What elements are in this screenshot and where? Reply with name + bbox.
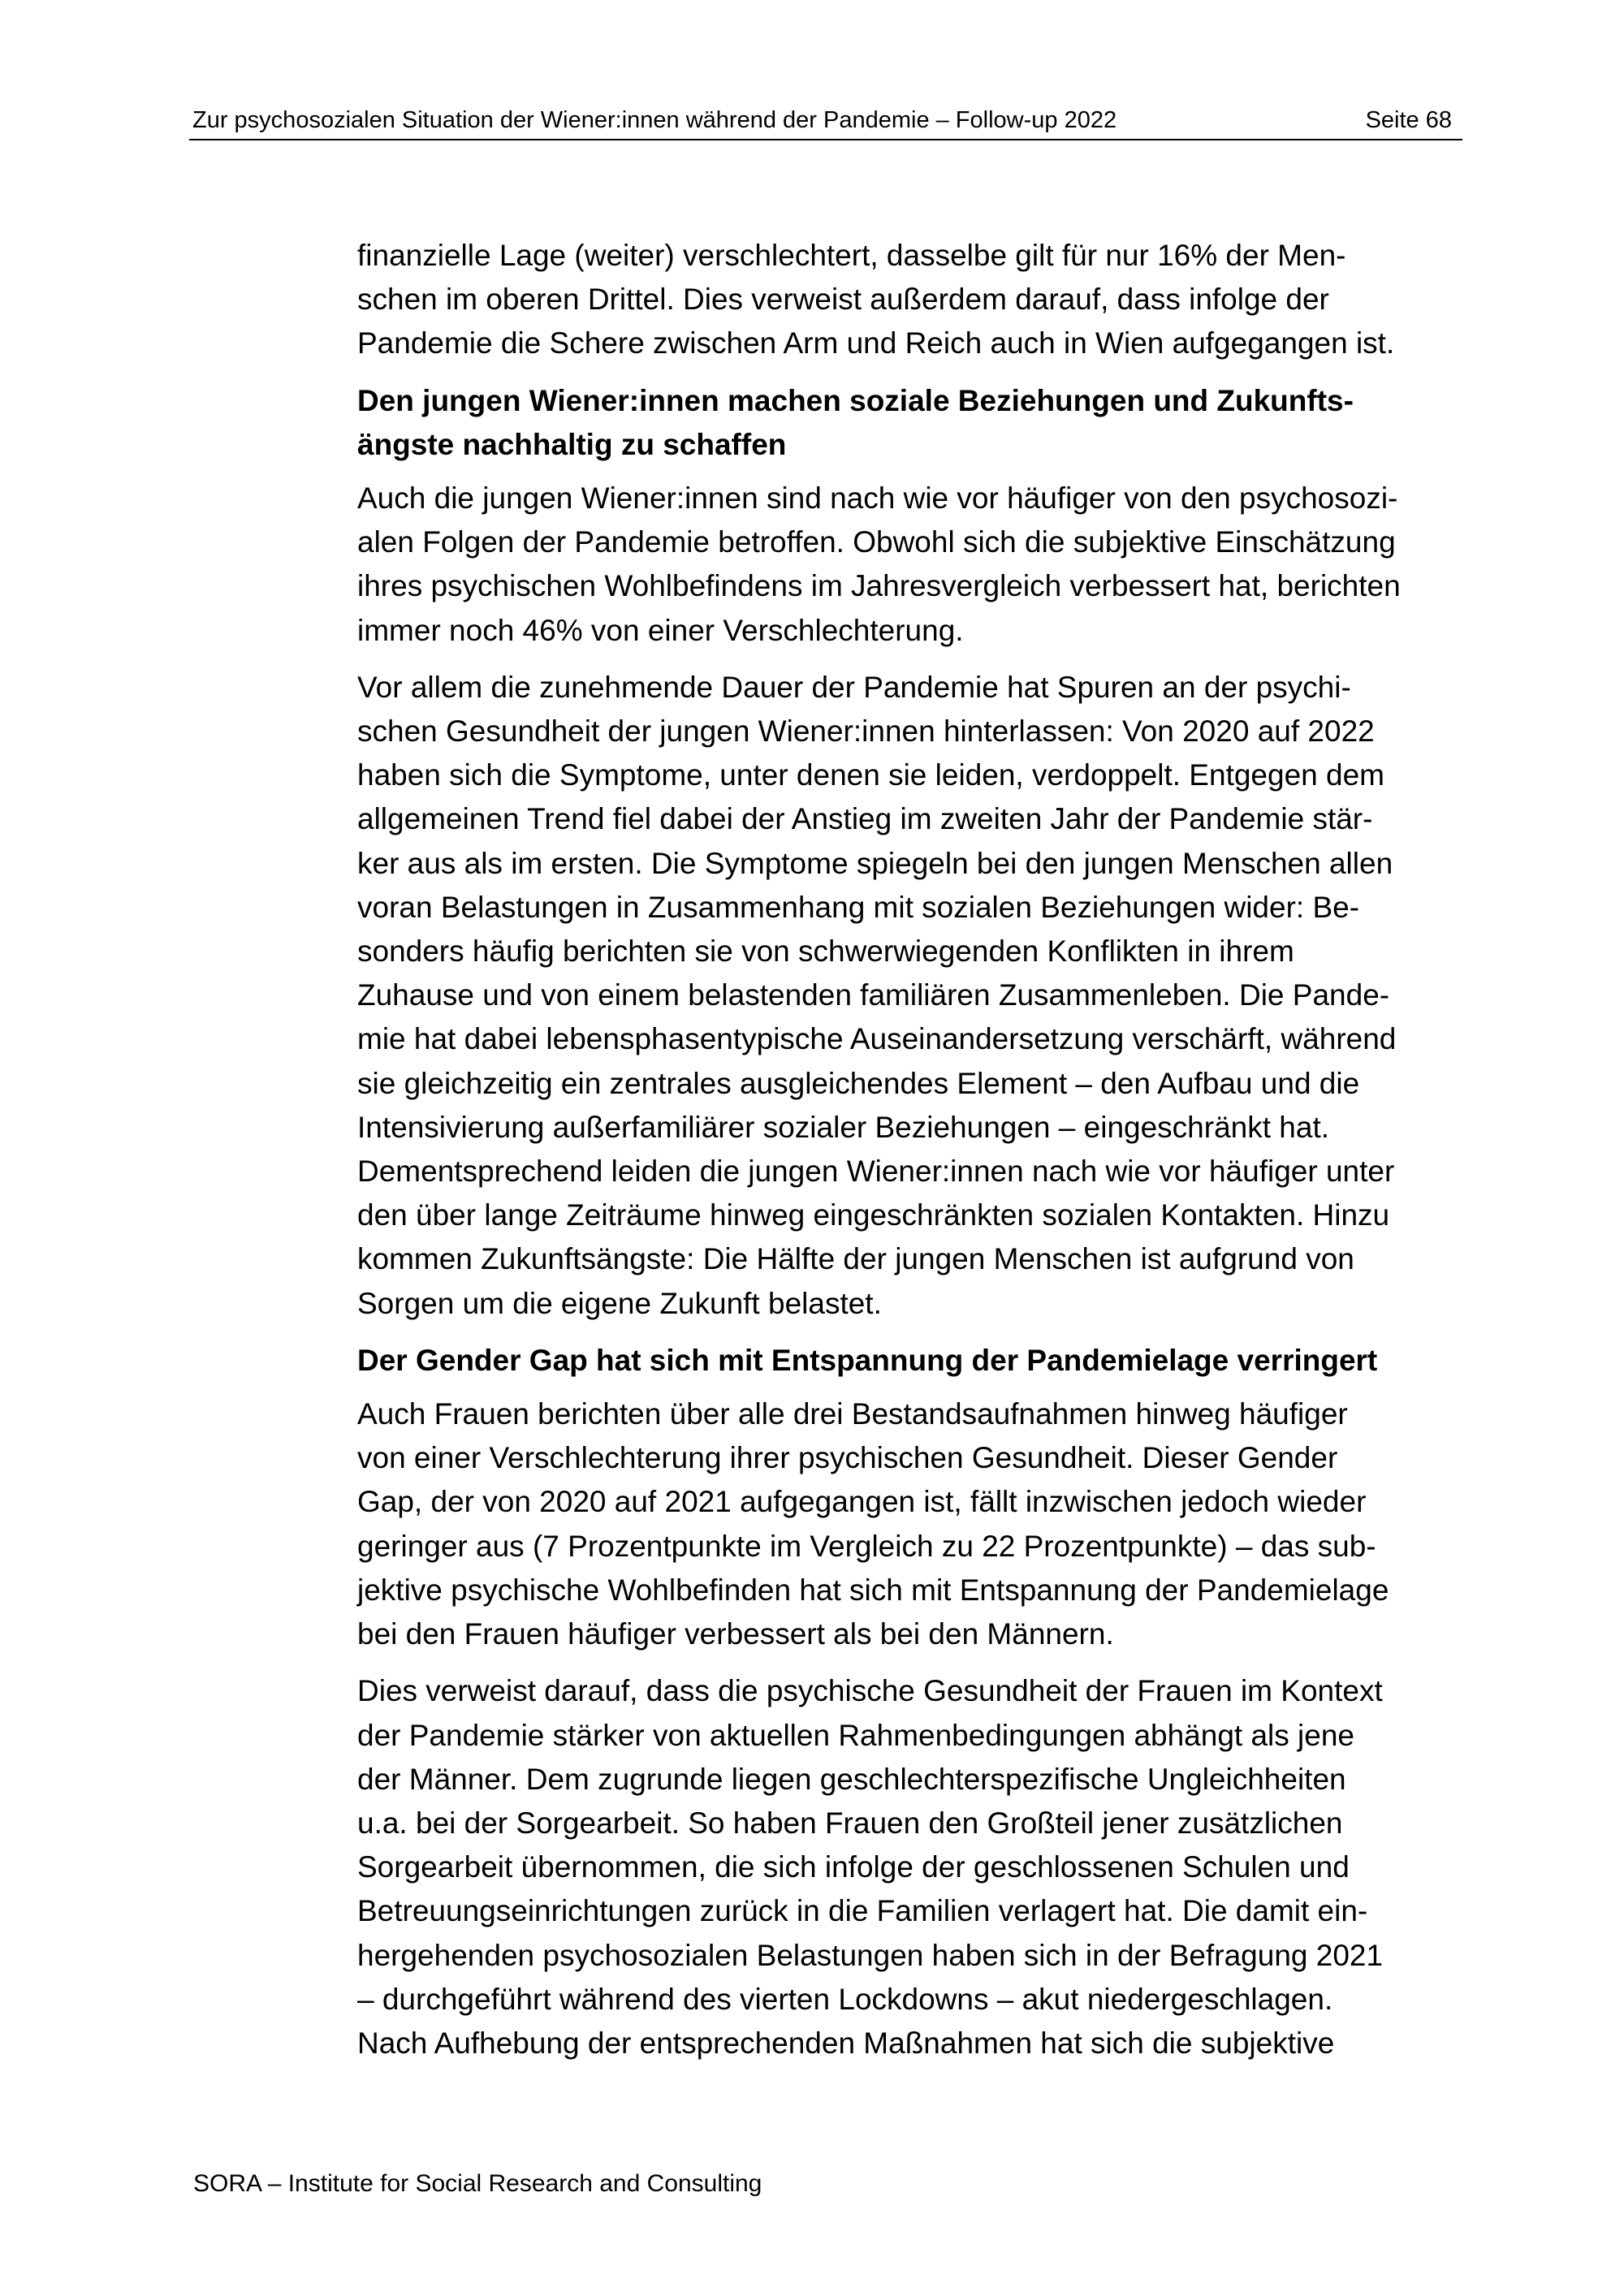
page-header <box>189 101 1462 140</box>
paragraph-income-gap <box>357 234 1471 366</box>
text-line: Dementsprechend leiden die jungen Wiener:innen nach wie vor häufiger unter <box>357 1154 1395 1189</box>
running-title: Zur psychosozialen Situation der Wiener:innen während der Pandemie – Follow-up 2022 <box>192 107 1117 133</box>
text-line: der Männer. Dem zugrunde liegen geschlechterspezifische Ungleichheiten <box>357 1762 1346 1796</box>
text-line: immer noch 46% von einer Verschlechterung. <box>357 613 964 647</box>
text-line: Auch Frauen berichten über alle drei Bestandsaufnahmen hinweg häufiger <box>357 1397 1348 1431</box>
paragraph-young-wellbeing <box>357 477 1471 653</box>
text-line: ihres psychischen Wohlbefindens im Jahresvergleich verbessert hat, berichten <box>357 569 1401 603</box>
body-text <box>357 234 1471 2078</box>
section-heading-young-viennese <box>357 379 1471 467</box>
text-line: Intensivierung außerfamiliärer sozialer Beziehungen – eingeschränkt hat. <box>357 1110 1330 1144</box>
heading-line: ängste nachhaltig zu schaffen <box>357 427 787 461</box>
text-line: finanzielle Lage (weiter) verschlechtert, dasselbe gilt für nur 16% der Men- <box>357 239 1346 272</box>
text-line: Pandemie die Schere zwischen Arm und Reich auch in Wien aufgegangen ist. <box>357 326 1395 360</box>
page-number: Seite 68 <box>1365 107 1452 133</box>
text-line: kommen Zukunftsängste: Die Hälfte der jungen Menschen ist aufgrund von <box>357 1242 1354 1276</box>
text-line: Nach Aufhebung der entsprechenden Maßnahmen hat sich die subjektive <box>357 2026 1335 2060</box>
text-line: haben sich die Symptome, unter denen sie leiden, verdoppelt. Entgegen dem <box>357 758 1384 792</box>
text-line: Betreuungseinrichtungen zurück in die Familien verlagert hat. Die damit ein- <box>357 1894 1368 1928</box>
text-line: bei den Frauen häufiger verbessert als bei den Männern. <box>357 1617 1114 1651</box>
section-heading-gender-gap <box>357 1339 1471 1383</box>
text-line: – durchgeführt während des vierten Lockdowns – akut niedergeschlagen. <box>357 1982 1333 2016</box>
text-line: hergehenden psychosozialen Belastungen haben sich in der Befragung 2021 <box>357 1938 1384 1972</box>
paragraph-care-work <box>357 1669 1471 2065</box>
text-line: geringer aus (7 Prozentpunkte im Vergleich zu 22 Prozentpunkte) – das sub- <box>357 1529 1376 1563</box>
text-line: Sorgearbeit übernommen, die sich infolge der geschlossenen Schulen und <box>357 1850 1350 1884</box>
text-line: ker aus als im ersten. Die Symptome spiegeln bei den jungen Menschen allen <box>357 846 1393 880</box>
text-line: schen im oberen Drittel. Dies verweist außerdem darauf, dass infolge der <box>357 283 1329 317</box>
text-line: der Pandemie stärker von aktuellen Rahmenbedingungen abhängt als jene <box>357 1718 1355 1752</box>
text-line: den über lange Zeiträume hinweg eingeschränkten sozialen Kontakten. Hinzu <box>357 1198 1390 1232</box>
text-line: alen Folgen der Pandemie betroffen. Obwohl sich die subjektive Einschätzung <box>357 525 1396 559</box>
text-line: Sorgen um die eigene Zukunft belastet. <box>357 1286 882 1320</box>
text-line: von einer Verschlechterung ihrer psychischen Gesundheit. Dieser Gender <box>357 1441 1338 1475</box>
text-line: sie gleichzeitig ein zentrales ausgleichendes Element – den Aufbau und die <box>357 1066 1360 1100</box>
heading-line: Der Gender Gap hat sich mit Entspannung der Pandemielage verringert <box>357 1343 1378 1377</box>
text-line: u.a. bei der Sorgearbeit. So haben Frauen den Großteil jener zusätzlichen <box>357 1806 1343 1840</box>
heading-line: Den jungen Wiener:innen machen soziale Beziehungen und Zukunfts- <box>357 383 1354 417</box>
text-line: Gap, der von 2020 auf 2021 aufgegangen ist, fällt inzwischen jedoch wieder <box>357 1485 1367 1519</box>
text-line: Zuhause und von einem belastenden familiären Zusammenleben. Die Pande- <box>357 978 1390 1012</box>
text-line: schen Gesundheit der jungen Wiener:innen hinterlassen: Von 2020 auf 2022 <box>357 714 1375 749</box>
paragraph-young-symptoms <box>357 666 1471 1326</box>
text-line: allgemeinen Trend fiel dabei der Anstieg im zweiten Jahr der Pandemie stär- <box>357 802 1373 836</box>
page-footer: SORA – Institute for Social Research and Consulting <box>193 2170 762 2197</box>
text-line: Vor allem die zunehmende Dauer der Pandemie hat Spuren an der psychi- <box>357 670 1351 704</box>
text-line: Auch die jungen Wiener:innen sind nach wie vor häufiger von den psychosozi- <box>357 481 1398 516</box>
text-line: jektive psychische Wohlbefinden hat sich mit Entspannung der Pandemielage <box>357 1573 1389 1607</box>
paragraph-gender-gap <box>357 1392 1471 1656</box>
text-line: sonders häufig berichten sie von schwerwiegenden Konflikten in ihrem <box>357 934 1294 969</box>
text-line: Dies verweist darauf, dass die psychische Gesundheit der Frauen im Kontext <box>357 1674 1383 1708</box>
text-line: voran Belastungen in Zusammenhang mit sozialen Beziehungen wider: Be- <box>357 890 1360 924</box>
text-line: mie hat dabei lebensphasentypische Auseinandersetzung verschärft, während <box>357 1022 1397 1056</box>
